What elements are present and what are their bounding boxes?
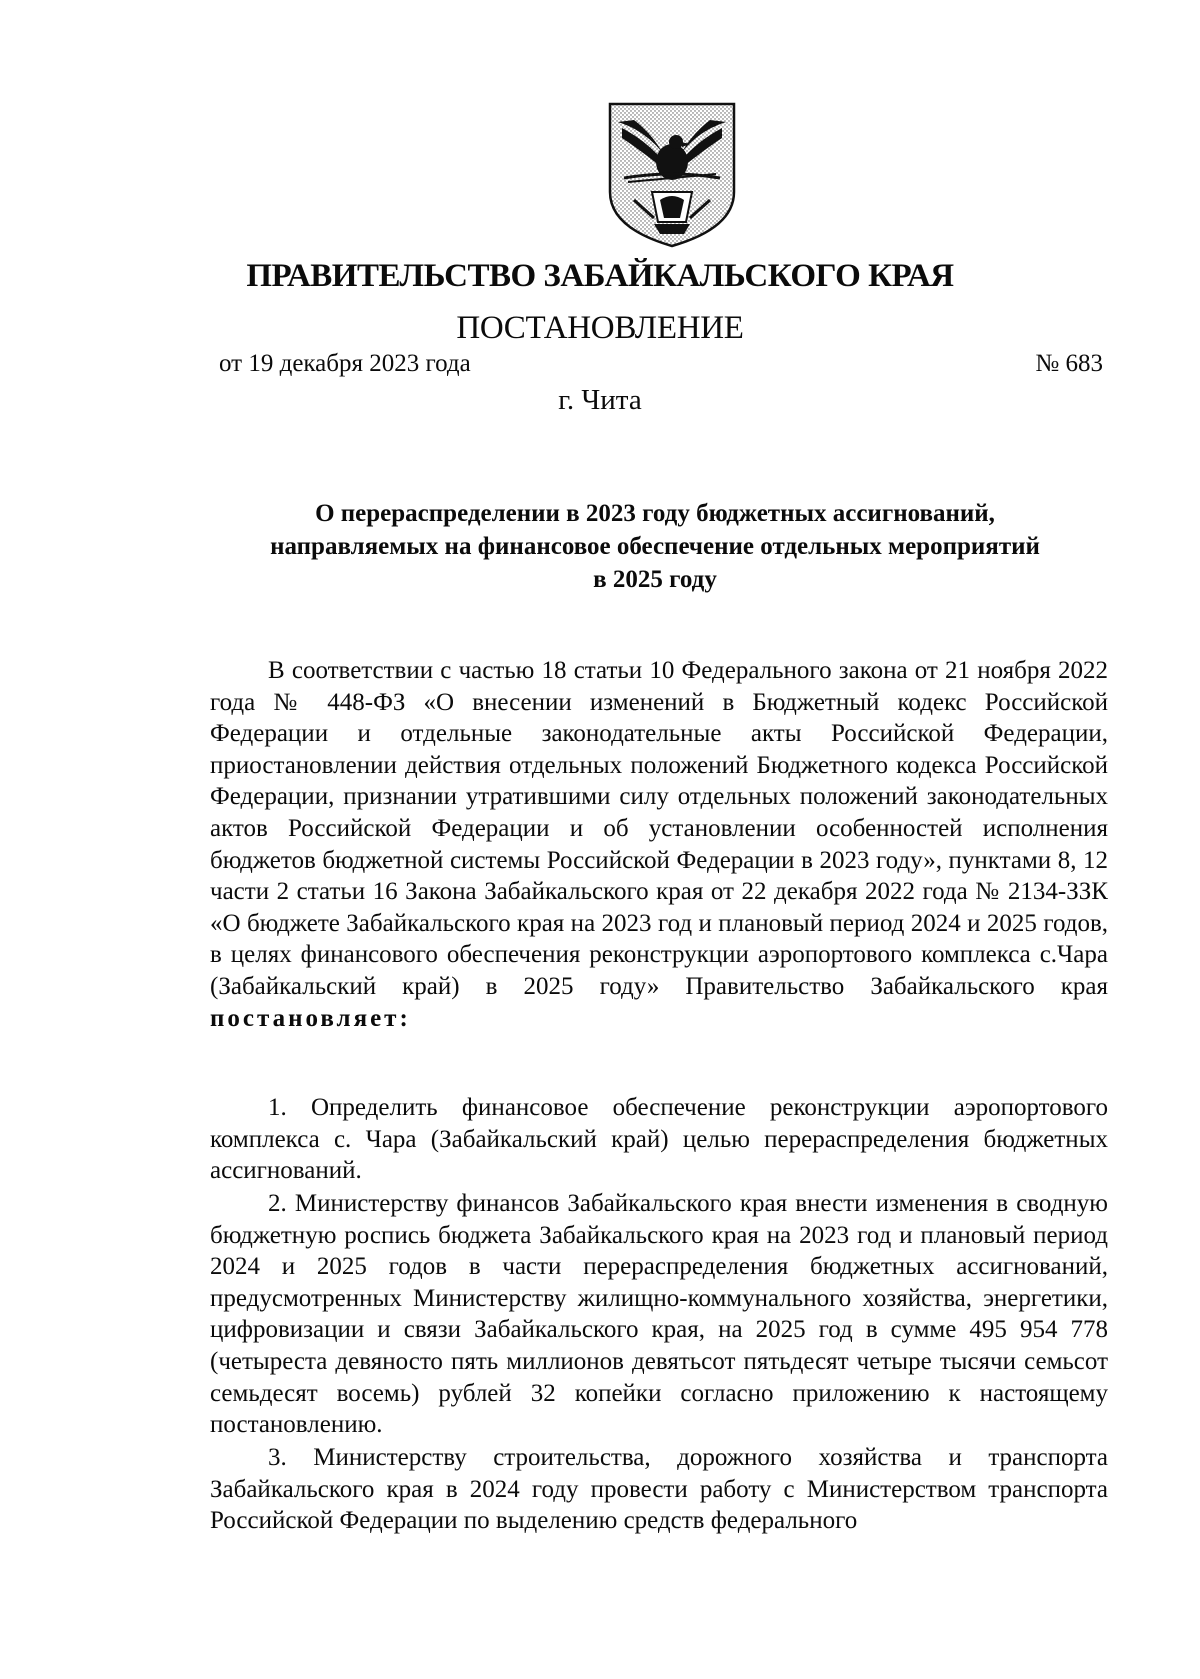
item-2-text: 2. Министерству финансов Забайкальского края внести изменения в сводную бюджетную роспись бюджета Забайкальского края на 2023 год и плановый период 2024 и 2025 годов в части перераспределения бюджетных ассигнований, предусмотренных Министерству жилищно-коммунального хозяйства, энергетики, цифровизации и связи Забайкальского края, на 2025 год в сумме 495 954 778 (четыреста девяносто пять миллионов девятьсот пятьдесят четыре тысячи семьсот семьдесят восемь) рублей 32 копейки согласно приложению к настоящему постановлению. [210,1190,1108,1439]
organization-title: ПРАВИТЕЛЬСТВО ЗАБАЙКАЛЬСКОГО КРАЯ [246,258,954,294]
item-3-paragraph [210,1442,1108,1537]
title-line: в 2025 году [593,566,717,593]
resolution-title [200,497,1110,596]
item-1-text: 1. Определить финансовое обеспечение реконструкции аэропортового комплекса с. Чара (Забайкальский край) целью перераспределения бюджетных ассигнований. [210,1094,1108,1185]
item-1-paragraph [210,1092,1108,1187]
preamble-text: В соответствии с частью 18 статьи 10 Федерального закона от 21 ноября 2022 года № 448-ФЗ «О внесении изменений в Бюджетный кодекс Российской Федерации и отдельные законодательные акты Российской Федерации, приостановлении действия отдельных положений Бюджетного кодекса Российской Федерации, признании утратившими силу отдельных положений законодательных актов Российской Федерации и об установлении особенностей исполнения бюджетов бюджетной системы Российской Федерации в 2023 году», пунктами 8, 12 части 2 статьи 16 Закона Забайкальского края от 22 декабря 2022 года № 2134-ЗЗК «О бюджете Забайкальского края на 2023 год и плановый период 2024 и 2025 годов, в целях финансового обеспечения реконструкции аэропортового комплекса с.Чара (Забайкальский край) в 2025 году» Правительство Забайкальского края [210,657,1108,1000]
title-line: направляемых на финансовое обеспечение отдельных мероприятий [270,533,1040,560]
document-date: от 19 декабря 2023 года [219,350,471,377]
title-line: О перераспределении в 2023 году бюджетных ассигнований, [315,500,995,527]
resolves-word: постановляет: [210,1004,411,1032]
preamble-paragraph [210,655,1108,1034]
coat-of-arms-emblem [604,100,740,250]
item-3-text: 3. Министерству строительства, дорожного хозяйства и транспорта Забайкальского края в 2024 году провести работу с Министерством транспорта Российской Федерации по выделению средств федерального [210,1444,1108,1535]
document-number: № 683 [1035,350,1103,377]
document-type: ПОСТАНОВЛЕНИЕ [456,310,744,346]
item-2-paragraph [210,1188,1108,1441]
document-city: г. Чита [558,384,642,416]
